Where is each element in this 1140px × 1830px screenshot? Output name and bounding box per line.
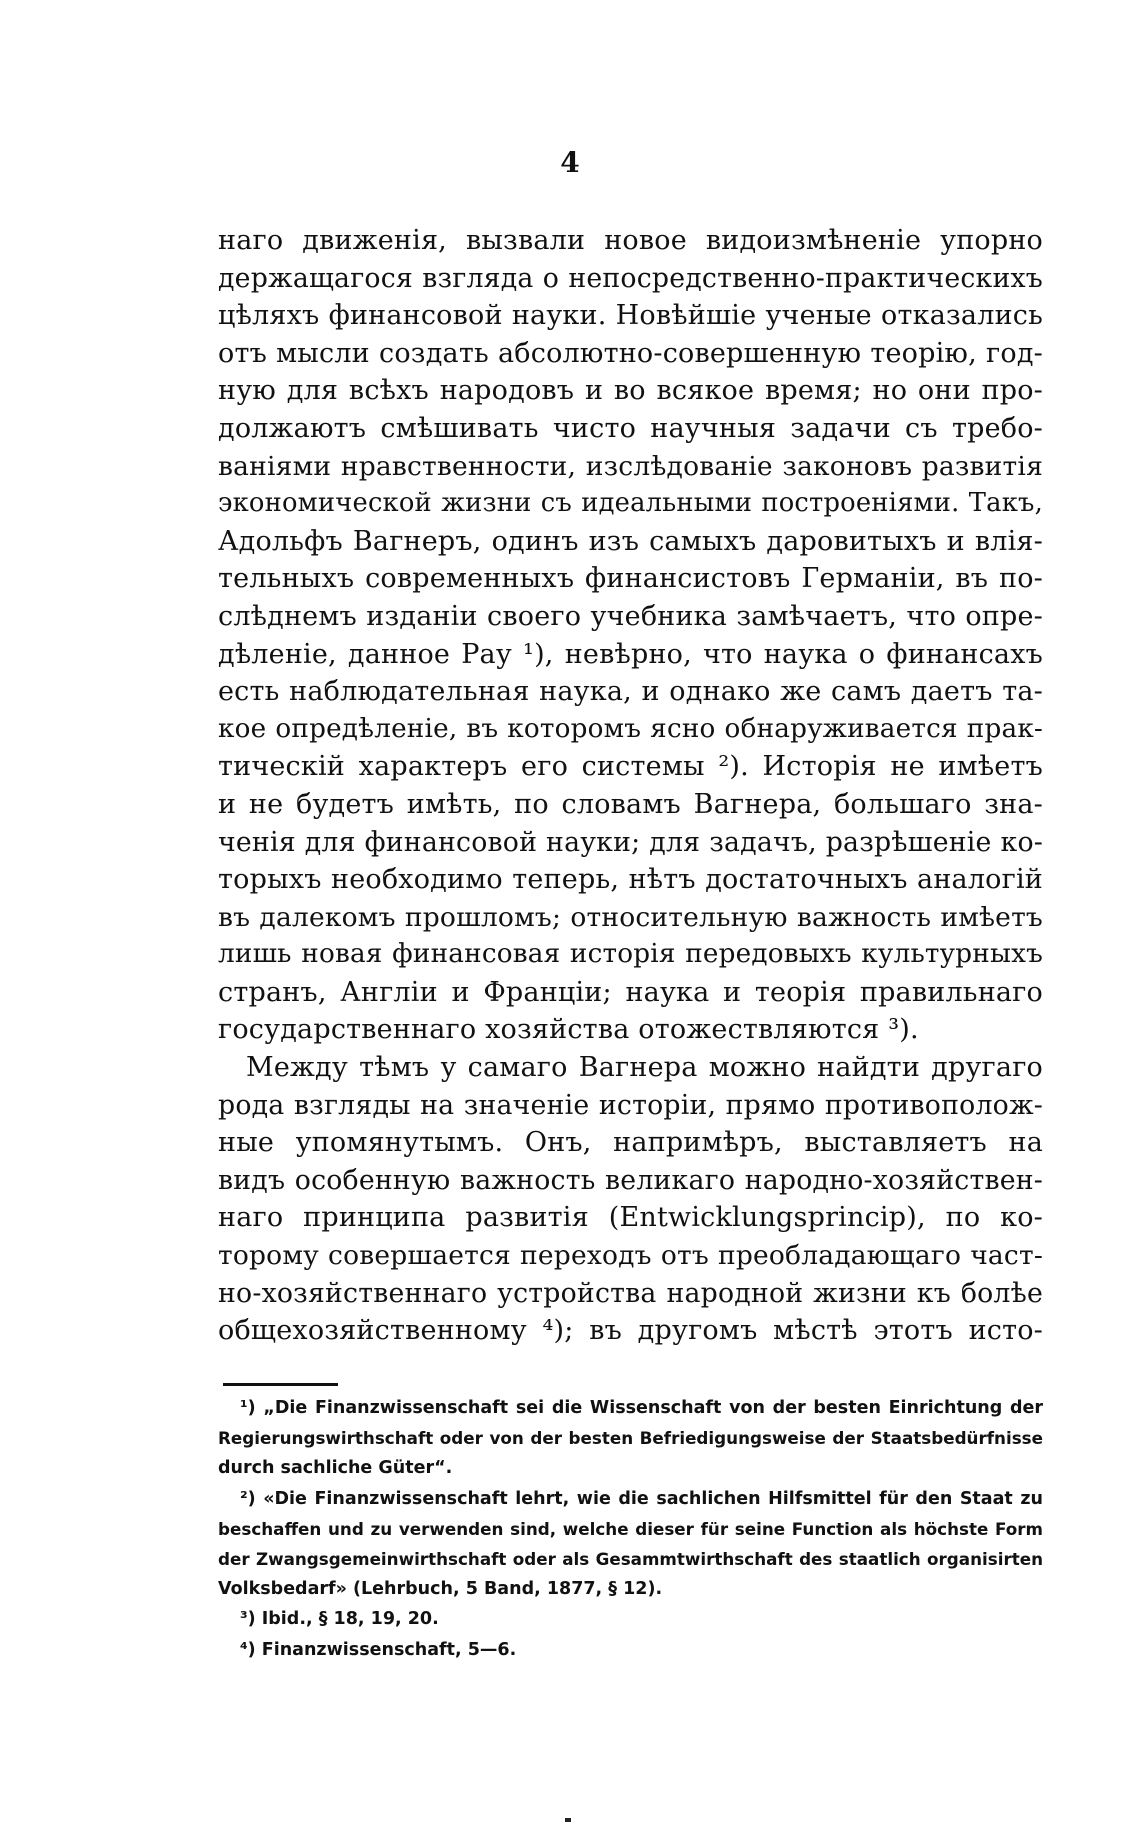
text-line: цѣляхъ финансовой науки. Новѣйшіе ученые отказались: [218, 300, 1043, 332]
footnote-1-line: Regierungswirthschaft oder von der besten Befriedigungsweise der Staatsbedürfnisse: [218, 1428, 1043, 1449]
footnote-2-line: ²) «Die Finanzwissenschaft lehrt, wie die sachlichen Hilfsmittel für den Staat zu: [240, 1488, 1043, 1509]
text-line: видъ особенную важность великаго народно-хозяйствен-: [218, 1164, 1043, 1196]
text-line: и не будетъ имѣть, по словамъ Вагнера, большаго зна-: [218, 788, 1043, 820]
footnote-1-line: ¹) „Die Finanzwissenschaft sei die Wissenschaft von der besten Einrichtung der: [240, 1398, 1043, 1418]
footnotes: [218, 1393, 1043, 1665]
text-line: торыхъ необходимо теперь, нѣтъ достаточныхъ аналогій: [218, 864, 1043, 896]
footnote-4-line: ⁴) Finanzwissenschaft, 5—6.: [240, 1639, 517, 1660]
text-line: Адольфъ Вагнеръ, одинъ изъ самыхъ даровитыхъ и влія-: [218, 525, 1043, 557]
text-line: общехозяйственному ⁴); въ другомъ мѣстѣ этотъ исто-: [218, 1315, 1043, 1347]
text-line: ные упомянутымъ. Онъ, напримѣръ, выставляетъ на: [218, 1127, 1043, 1159]
text-line: слѣднемъ изданіи своего учебника замѣчаетъ, что опре-: [218, 600, 1043, 632]
text-line: экономической жизни съ идеальными построеніями. Такъ,: [218, 488, 1043, 519]
text-line: рода взгляды на значеніе исторіи, прямо противополож-: [218, 1089, 1043, 1121]
paragraph-end-line: государственнаго хозяйства отожествляются ³).: [218, 1014, 919, 1046]
text-line: торому совершается переходъ отъ преобладающаго част-: [218, 1240, 1043, 1272]
text-line: дѣленіе, данное Рау ¹), невѣрно, что наука о финансахъ: [218, 638, 1043, 670]
footnote-2-line: beschaffen und zu verwenden sind, welche dieser für seine Function als höchste Form: [218, 1518, 1043, 1539]
text-line: отъ мысли создать абсолютно-совершенную теорію, год-: [218, 337, 1043, 369]
text-line: должаютъ смѣшивать чисто научныя задачи съ требо-: [218, 412, 1043, 444]
text-line: тельныхъ современныхъ финансистовъ Германіи, въ по-: [218, 563, 1043, 595]
footnote-3-line: ³) Ibid., § 18, 19, 20.: [240, 1609, 439, 1630]
footnote-2-line: der Zwangsgemeinwirthschaft oder als Gesammtwirthschaft des staatlich organisirten: [218, 1549, 1043, 1570]
text-line: лишь новая финансовая исторія передовыхъ культурныхъ: [218, 939, 1043, 970]
text-line: наго движенія, вызвали новое видоизмѣненіе упорно: [218, 225, 1043, 256]
text-line: тическій характеръ его системы ²). Исторія не имѣетъ: [218, 751, 1043, 783]
page-number: 4: [560, 146, 580, 179]
footnote-2-line: Volksbedarf» (Lehrbuch, 5 Band, 1877, § 12).: [218, 1579, 663, 1600]
footnote-divider: [223, 1383, 338, 1386]
text-line: ченія для финансовой науки; для задачъ, разрѣшеніе ко-: [218, 826, 1043, 858]
text-line: наго принципа развитія (Entwicklungsprincip), по ко-: [218, 1202, 1043, 1234]
text-line: ную для всѣхъ народовъ и во всякое время; но они про-: [218, 375, 1043, 407]
text-line: странъ, Англіи и Франціи; наука и теорія правильнаго: [218, 976, 1043, 1008]
text-line: но-хозяйственнаго устройства народной жизни къ болѣе: [218, 1277, 1043, 1309]
text-line: держащагося взгляда о непосредственно-практическихъ: [218, 262, 1043, 294]
scan-speck: [565, 1818, 571, 1822]
text-line: ваніями нравственности, изслѣдованіе законовъ развитія: [218, 450, 1043, 482]
text-line: кое опредѣленіе, въ которомъ ясно обнаруживается прак-: [218, 713, 1043, 744]
text-line: есть наблюдательная наука, и однако же самъ даетъ та-: [218, 676, 1043, 708]
body-text: [218, 222, 1043, 1350]
footnote-1-line: durch sachliche Güter“.: [218, 1458, 453, 1479]
paragraph-start-line: Между тѣмъ у самаго Вагнера можно найдти другаго: [246, 1052, 1043, 1084]
text-line: въ далекомъ прошломъ; относительную важность имѣетъ: [218, 901, 1043, 933]
